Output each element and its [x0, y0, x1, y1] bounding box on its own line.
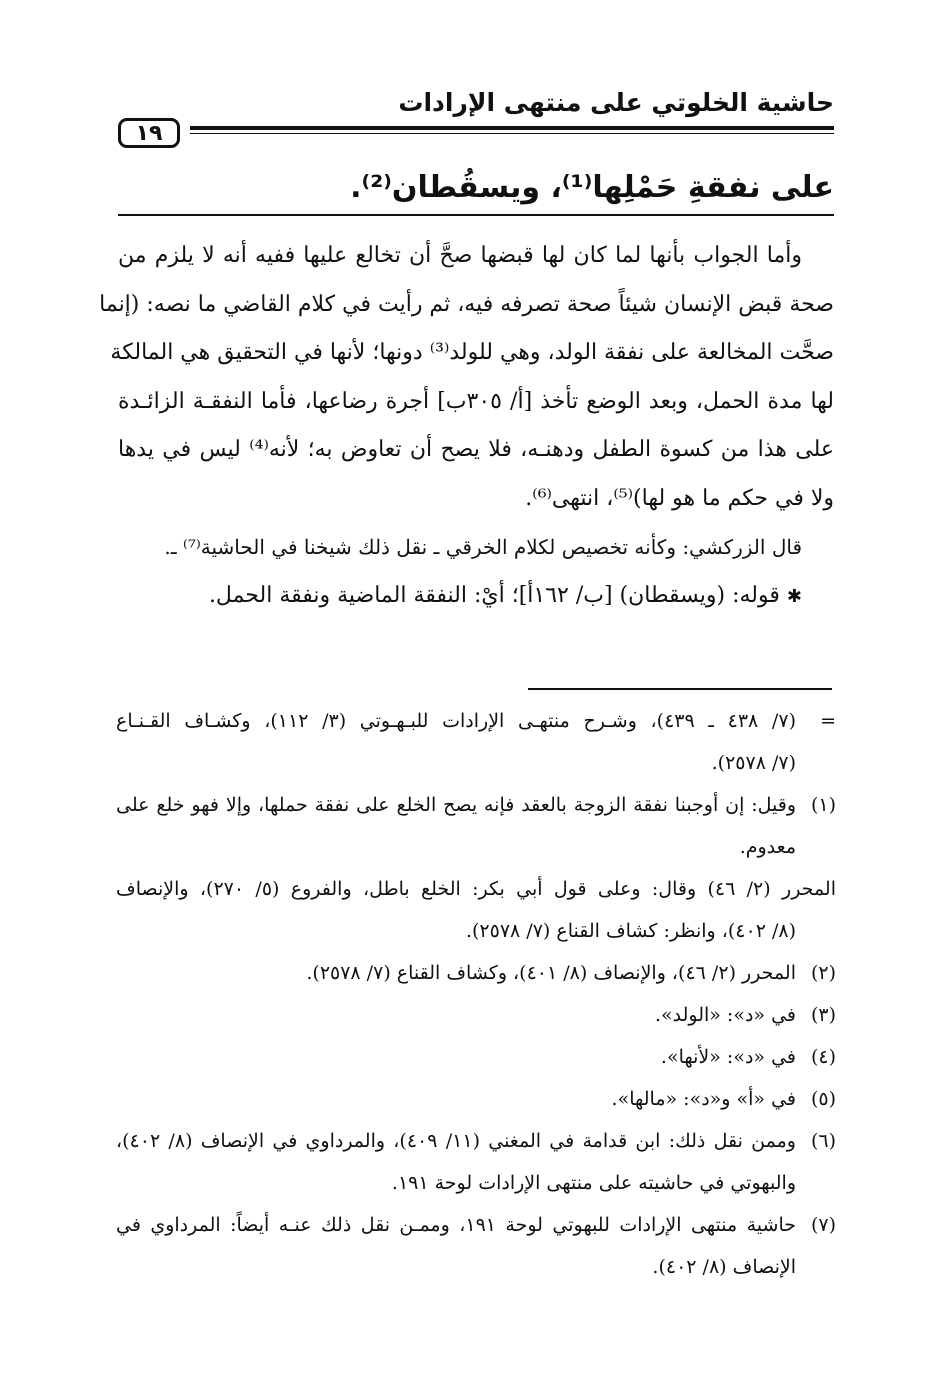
- footnote-line: وقيل: إن أوجبنا نفقة الزوجة بالعقد فإنه يصح الخلع على نفقة حملها، وإلا فهو خلع على: [116, 794, 796, 816]
- footnote-line: والبهوتي في حاشيته على منتهى الإرادات لوحة ١٩١.: [391, 1172, 796, 1194]
- footnote-continued: [116, 700, 836, 784]
- footnote-number: (٥): [810, 1088, 836, 1110]
- footnote-line: في «د»: «الولد».: [654, 1004, 796, 1026]
- footnote-number: (٢): [810, 962, 836, 984]
- footnote-line: حاشية منتهى الإرادات للبهوتي لوحة ١٩١، وممـن نقل ذلك عنـه أيضاً: المرداوي في: [116, 1214, 796, 1236]
- footnote-number: (٦): [810, 1130, 836, 1152]
- footnote-5: [116, 1078, 836, 1120]
- running-title: حاشية الخلوتي على منتهى الإرادات: [398, 88, 834, 117]
- page-header: [118, 88, 834, 150]
- matn-text: على نفقةِ حَمْلِها⁽¹⁾، ويسقُطان⁽²⁾.: [350, 170, 834, 205]
- qawluh-text: قوله: (ويسقطان) [ب/ ١٦٢أ]؛ أيْ: النفقة الماضية ونفقة الحمل.: [208, 582, 780, 608]
- body-line: وأما الجواب بأنها لما كان لها قبضها صحَّ أن تخالع عليها ففيه أنه لا يلزم من: [118, 243, 802, 268]
- footnote-line: في «أ» و«د»: «مالها».: [611, 1088, 796, 1110]
- footnote-2: [116, 952, 836, 994]
- star-marker-icon: ✱: [786, 585, 802, 607]
- footnote-1: [116, 784, 836, 868]
- footnote-line: في «د»: «لأنها».: [660, 1046, 796, 1068]
- body-line: على هذا من كسوة الطفل ودهنـه، فلا يصح أن تعاوض به؛ لأنه⁽⁴⁾ ليس في يدها: [118, 437, 834, 462]
- page-number-box: [118, 118, 180, 148]
- footnote-7: [116, 1204, 836, 1288]
- footnotes: [116, 700, 836, 1288]
- body-line: لها مدة الحمل، وبعد الوضع تأخذ [أ/ ٣٠٥ب] أجرة رضاعها، فأما النفقـة الزائـدة: [118, 388, 834, 414]
- body-line: ولا في حكم ما هو لها)⁽⁵⁾، انتهى⁽⁶⁾.: [525, 485, 834, 511]
- footnote-4: [116, 1036, 836, 1078]
- footnote-number: (٣): [810, 1004, 836, 1026]
- footnote-number: =: [820, 710, 836, 732]
- footnote-line: وممن نقل ذلك: ابن قدامة في المغني (١١/ ٤٠٩)، والمرداوي في الإنصاف (٨/ ٤٠٢)،: [116, 1130, 796, 1152]
- commentary-body: [99, 232, 834, 620]
- footnote-number: (٧): [810, 1214, 836, 1236]
- footnote-line: (٧/ ٤٣٨ ـ ٤٣٩)، وشـرح منتهـى الإرادات للبـهـوتي (٣/ ١١٢)، وكشـاف القـنـاع: [116, 710, 796, 732]
- zarkashi-quote: قال الزركشي: وكأنه تخصيص لكلام الخرقي ـ نقل ذلك شيخنا في الحاشية⁽⁷⁾ ـ.: [164, 535, 802, 559]
- footnote-6: [116, 1120, 836, 1204]
- footnote-line: معدوم.: [739, 836, 796, 858]
- body-line: صحة قبض الإنسان شيئاً صحة تصرفه فيه، ثم رأيت في كلام القاضي ما نصه: (إنما: [99, 291, 834, 317]
- header-rule-thick: [190, 126, 834, 130]
- footnote-number: (١): [810, 794, 836, 816]
- footnote-separator: [528, 688, 832, 690]
- footnote-3: [116, 994, 836, 1036]
- footnote-line: المحرر (٢/ ٤٦)، والإنصاف (٨/ ٤٠١)، وكشاف القناع (٧/ ٢٥٧٨).: [306, 962, 796, 984]
- qawluh-entry: [118, 572, 834, 621]
- footnote-line: (٨/ ٤٠٢)، وانظر: كشاف القناع (٧/ ٢٥٧٨).: [465, 920, 796, 942]
- footnote-number: (٤): [810, 1046, 836, 1068]
- page-number: ١٩: [135, 120, 163, 146]
- footnote-line: الإنصاف (٨/ ٤٠٢).: [652, 1256, 796, 1278]
- footnote-line: المحرر (٢/ ٤٦) وقال: وعلى قول أبي بكر: الخلع باطل، والفروع (٥/ ٢٧٠)، والإنصاف: [116, 878, 836, 900]
- header-rule-thin: [190, 133, 834, 134]
- matn-rule: [118, 214, 834, 216]
- body-line: صحَّت المخالعة على نفقة الولد، وهي للولد⁽³⁾ دونها؛ لأنها في التحقيق هي المالكة: [110, 340, 834, 365]
- footnote-line: (٧/ ٢٥٧٨).: [711, 752, 796, 774]
